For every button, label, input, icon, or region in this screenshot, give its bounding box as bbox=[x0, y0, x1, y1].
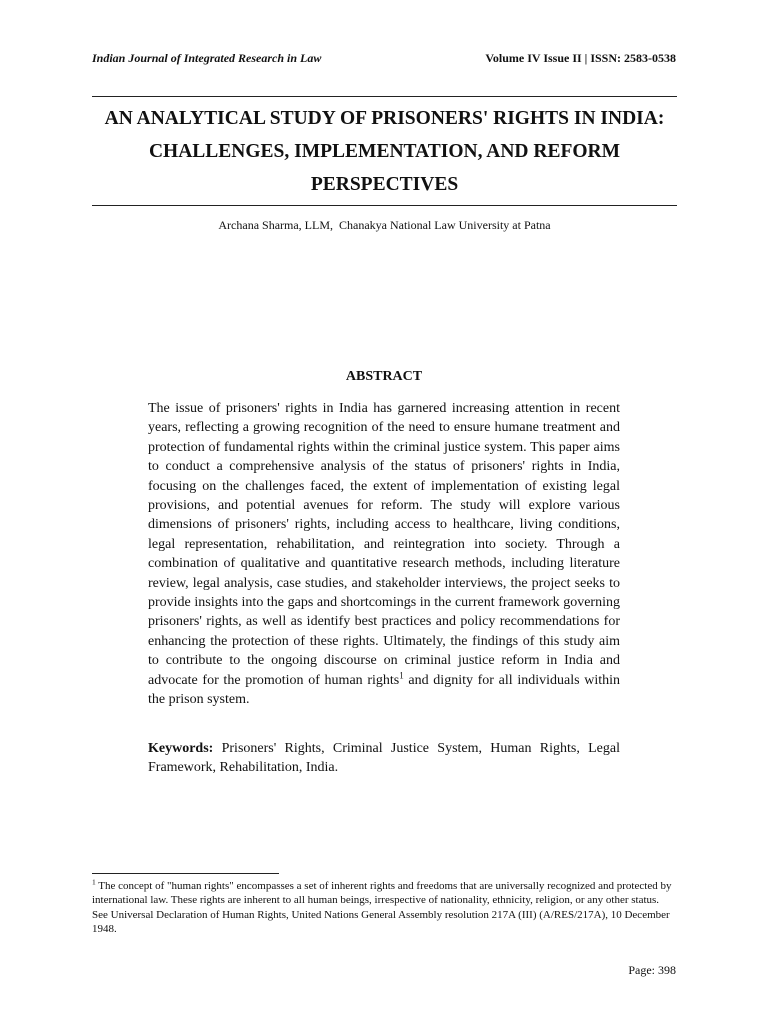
keywords-label: Keywords: bbox=[148, 741, 214, 756]
title-top-rule bbox=[92, 96, 677, 97]
footnote-separator bbox=[92, 873, 279, 874]
keywords-text: Prisoners' Rights, Criminal Justice System, Human Rights, Legal Framework, Rehabilitation, India. bbox=[148, 741, 620, 776]
footnote-marker: 1 bbox=[92, 877, 96, 887]
author-line: Archana Sharma, LLM, Chanakya National Law University at Patna bbox=[218, 218, 551, 232]
volume-issn: Volume IV Issue II | ISSN: 2583-0538 bbox=[485, 51, 676, 65]
abstract-text: The issue of prisoners' rights in India has garnered increasing attention in recent years, reflecting a growing recognition of the need to ensure humane treatment and protection of fundamental rights within the criminal justice system. This paper aims to conduct a comprehensive analysis of the status of prisoners' rights in India, focusing on the challenges faced, the extent of implementation of existing legal provisions, and potential avenues for reform. The study will explore various dimensions of prisoners' rights, including access to healthcare, living conditions, legal representation, rehabilitation, and reintegration into society. Through a combination of qualitative and quantitative research methods, including literature review, legal analysis, case studies, and stakeholder interviews, the project seeks to provide insights into the gaps and shortcomings in the current framework governing prisoners' rights, as well as identify best practices and policy recommendations for enhancing the protection of these rights. Ultimately, the findings of this study aim to contribute to the ongoing discourse on criminal justice reform in India and advocate for the promotion of human rights bbox=[148, 401, 620, 688]
keywords bbox=[148, 739, 620, 778]
footnote-text: The concept of "human rights" encompasses a set of inherent rights and freedoms that are universally recognized and protected by international law. These rights are inherent to all human beings, irrespective of nationality, ethnicity, religion, or any other status. See Universal Declaration of Human Rights, United Nations General Assembly resolution 217A (III) (A/RES/217A), 10 December 1948. bbox=[92, 880, 672, 936]
footnote-reference: 1 bbox=[399, 670, 404, 681]
title-bottom-rule bbox=[92, 205, 677, 206]
abstract-text-end: and dignity for all individuals within the prison system. bbox=[148, 672, 620, 708]
page-number: Page: 398 bbox=[628, 963, 676, 977]
abstract-heading: ABSTRACT bbox=[345, 369, 423, 384]
footnote bbox=[92, 879, 677, 937]
journal-name: Indian Journal of Integrated Research in Law bbox=[92, 51, 322, 65]
abstract-body bbox=[148, 399, 620, 710]
article-title: AN ANALYTICAL STUDY OF PRISONERS' RIGHTS IN INDIA: CHALLENGES, IMPLEMENTATION, AND REFORM PERSPECTIVES bbox=[104, 108, 665, 195]
